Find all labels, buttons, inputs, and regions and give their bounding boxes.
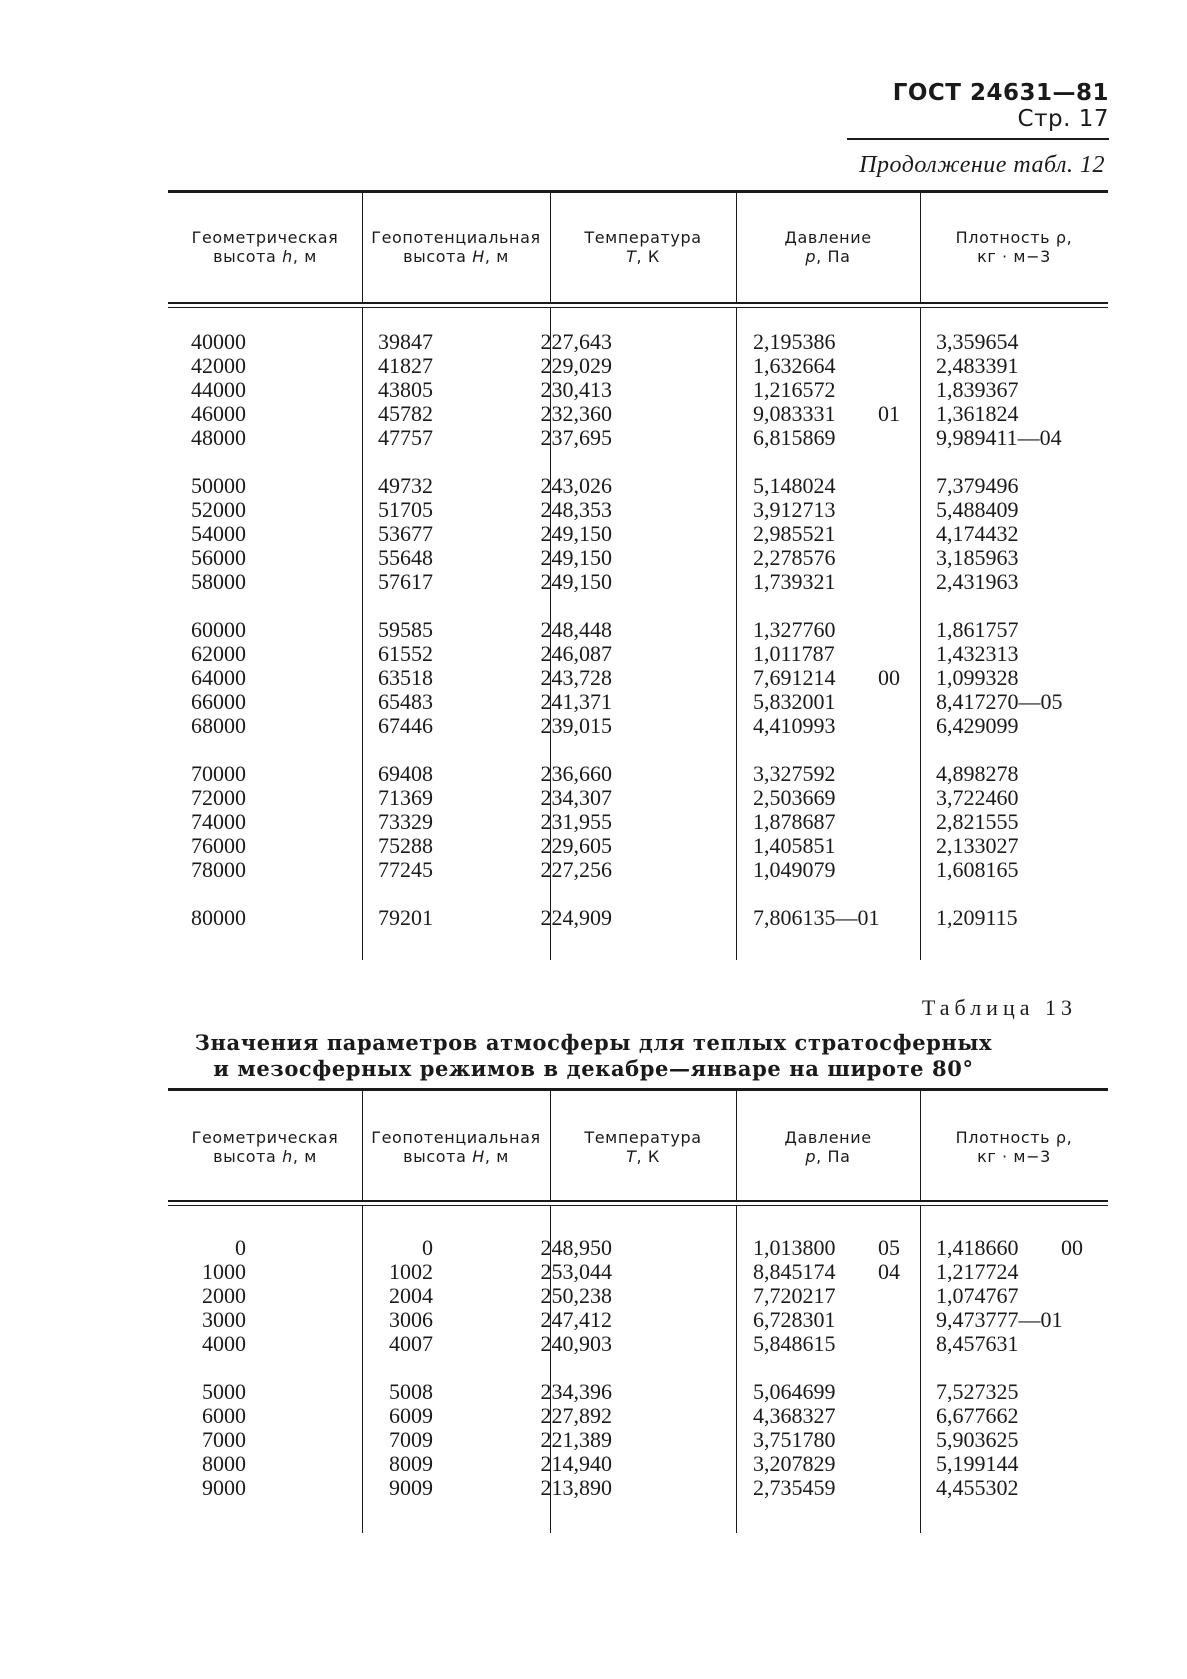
table-top-rule [168, 1088, 1108, 1091]
cell-pressure: 7,691214 00 [753, 665, 900, 690]
cell-density: 1,861757 [936, 617, 1019, 642]
cell-geometric-height: 4000 [202, 1331, 246, 1356]
table-13-label: Таблица 13 [921, 995, 1077, 1020]
table-row [168, 762, 1108, 786]
table-13-caption-line-2: и мезосферных режимов в декабре—январе на широте 80° [213, 1056, 974, 1081]
cell-density: 2,431963 [936, 569, 1019, 594]
cell-pressure: 3,327592 [753, 761, 836, 786]
table-row [168, 330, 1108, 354]
cell-density: 9,989411—04 [936, 425, 1062, 450]
cell-density: 4,455302 [936, 1475, 1019, 1500]
cell-density: 3,722460 [936, 785, 1019, 810]
header-temperature: Температура T, К [584, 228, 702, 266]
header-pressure: Давление p, Па [784, 1128, 872, 1166]
header-density: Плотность ρ, кг · м−3 [955, 1128, 1073, 1166]
cell-geopotential-height: 1002 [389, 1259, 433, 1284]
cell-pressure: 1,013800 05 [753, 1235, 900, 1260]
cell-geopotential-height: 63518 [378, 665, 433, 690]
cell-geopotential-height: 41827 [378, 353, 433, 378]
cell-pressure: 1,011787 [753, 641, 835, 666]
table-13-caption-line-1: Значения параметров атмосферы для теплых стратосферных [194, 1030, 993, 1055]
cell-temperature: 247,412 [540, 1307, 612, 1332]
cell-temperature: 249,150 [540, 545, 612, 570]
header-density: Плотность ρ, кг · м−3 [955, 228, 1073, 266]
cell-geopotential-height: 73329 [378, 809, 433, 834]
cell-geometric-height: 64000 [191, 665, 246, 690]
cell-geopotential-height: 57617 [378, 569, 433, 594]
row-group [168, 1236, 1108, 1356]
cell-density: 2,821555 [936, 809, 1019, 834]
cell-density: 5,199144 [936, 1451, 1019, 1476]
cell-temperature: 243,026 [540, 473, 612, 498]
cell-pressure: 2,735459 [753, 1475, 836, 1500]
table-row [168, 1404, 1108, 1428]
cell-geopotential-height: 8009 [389, 1451, 433, 1476]
cell-geometric-height: 68000 [191, 713, 246, 738]
exponent: 00 [1061, 1235, 1083, 1260]
cell-geopotential-height: 79201 [378, 905, 433, 930]
cell-density: 5,903625 [936, 1427, 1019, 1452]
cell-density: 3,359654 [936, 329, 1019, 354]
cell-geopotential-height: 49732 [378, 473, 433, 498]
table-row [168, 474, 1108, 498]
cell-temperature: 231,955 [540, 809, 612, 834]
cell-geometric-height: 5000 [202, 1379, 246, 1404]
header-temperature: Температура T, К [584, 1128, 702, 1166]
cell-geometric-height: 42000 [191, 353, 246, 378]
cell-geometric-height: 66000 [191, 689, 246, 714]
cell-geometric-height: 40000 [191, 329, 246, 354]
cell-pressure: 4,368327 [753, 1403, 836, 1428]
cell-geometric-height: 8000 [202, 1451, 246, 1476]
cell-density: 1,418660 00 [936, 1235, 1083, 1260]
cell-pressure: 7,806135—01 [753, 905, 880, 930]
table-row [168, 426, 1108, 450]
cell-density: 1,099328 [936, 665, 1019, 690]
table-row [168, 1428, 1108, 1452]
table-row [168, 498, 1108, 522]
table-13-body [168, 1236, 1108, 1524]
cell-geopotential-height: 43805 [378, 377, 433, 402]
cell-geopotential-height: 7009 [389, 1427, 433, 1452]
cell-temperature: 230,413 [540, 377, 612, 402]
cell-geometric-height: 78000 [191, 857, 246, 882]
cell-pressure: 3,912713 [753, 497, 836, 522]
cell-geometric-height: 74000 [191, 809, 246, 834]
cell-temperature: 229,029 [540, 353, 612, 378]
cell-geopotential-height: 0 [422, 1235, 433, 1260]
cell-density: 8,417270—05 [936, 689, 1063, 714]
cell-geometric-height: 70000 [191, 761, 246, 786]
table-row [168, 354, 1108, 378]
cell-temperature: 248,950 [540, 1235, 612, 1260]
row-group [168, 330, 1108, 450]
cell-temperature: 234,396 [540, 1379, 612, 1404]
cell-geometric-height: 44000 [191, 377, 246, 402]
row-group [168, 474, 1108, 594]
cell-pressure: 1,632664 [753, 353, 836, 378]
cell-temperature: 214,940 [540, 1451, 612, 1476]
header-separator [168, 1200, 1108, 1206]
cell-geopotential-height: 59585 [378, 617, 433, 642]
exponent: 05 [878, 1235, 900, 1260]
header-geometric-height: Геометрическая высота h, м [191, 1128, 339, 1166]
header-separator [168, 302, 1108, 308]
cell-geopotential-height: 53677 [378, 521, 433, 546]
table-row [168, 906, 1108, 930]
row-group [168, 1380, 1108, 1500]
cell-pressure: 4,410993 [753, 713, 836, 738]
cell-geometric-height: 80000 [191, 905, 246, 930]
table-row [168, 642, 1108, 666]
cell-temperature: 227,892 [540, 1403, 612, 1428]
cell-geometric-height: 60000 [191, 617, 246, 642]
cell-pressure: 1,878687 [753, 809, 836, 834]
cell-geometric-height: 7000 [202, 1427, 246, 1452]
cell-density: 1,432313 [936, 641, 1019, 666]
cell-density: 3,185963 [936, 545, 1019, 570]
cell-pressure: 1,216572 [753, 377, 836, 402]
table-row [168, 378, 1108, 402]
cell-density: 2,133027 [936, 833, 1019, 858]
cell-temperature: 232,360 [540, 401, 612, 426]
table-row [168, 786, 1108, 810]
cell-temperature: 229,605 [540, 833, 612, 858]
cell-geopotential-height: 5008 [389, 1379, 433, 1404]
cell-pressure: 1,049079 [753, 857, 836, 882]
cell-geometric-height: 50000 [191, 473, 246, 498]
cell-temperature: 246,087 [540, 641, 612, 666]
cell-geometric-height: 0 [235, 1235, 246, 1260]
cell-geometric-height: 9000 [202, 1475, 246, 1500]
header-geopotential-height: Геопотенциальная высота H, м [371, 228, 541, 266]
cell-pressure: 3,751780 [753, 1427, 836, 1452]
table-row [168, 1284, 1108, 1308]
table-13 [168, 1088, 1108, 1533]
cell-geometric-height: 3000 [202, 1307, 246, 1332]
cell-pressure: 9,083331 01 [753, 401, 900, 426]
cell-geometric-height: 46000 [191, 401, 246, 426]
cell-temperature: 234,307 [540, 785, 612, 810]
cell-temperature: 224,909 [540, 905, 612, 930]
table-12-body [168, 330, 1108, 954]
cell-geopotential-height: 61552 [378, 641, 433, 666]
cell-pressure: 2,985521 [753, 521, 836, 546]
cell-geopotential-height: 55648 [378, 545, 433, 570]
cell-geometric-height: 72000 [191, 785, 246, 810]
row-group [168, 762, 1108, 882]
cell-geopotential-height: 3006 [389, 1307, 433, 1332]
standard-number: ГОСТ 24631—81 [892, 80, 1109, 106]
cell-temperature: 221,389 [540, 1427, 612, 1452]
cell-density: 1,209115 [936, 905, 1018, 930]
header-geopotential-height: Геопотенциальная высота H, м [371, 1128, 541, 1166]
cell-temperature: 243,728 [540, 665, 612, 690]
table-row [168, 1332, 1108, 1356]
cell-geopotential-height: 4007 [389, 1331, 433, 1356]
exponent: 04 [878, 1259, 900, 1284]
cell-pressure: 6,728301 [753, 1307, 836, 1332]
table-row [168, 666, 1108, 690]
cell-density: 6,429099 [936, 713, 1019, 738]
cell-density: 1,839367 [936, 377, 1019, 402]
cell-temperature: 213,890 [540, 1475, 612, 1500]
cell-density: 1,608165 [936, 857, 1019, 882]
table-row [168, 618, 1108, 642]
table-row [168, 402, 1108, 426]
table-12 [168, 190, 1108, 960]
table-row [168, 1380, 1108, 1404]
cell-density: 7,527325 [936, 1379, 1019, 1404]
cell-temperature: 250,238 [540, 1283, 612, 1308]
table-row [168, 714, 1108, 738]
table-row [168, 810, 1108, 834]
cell-geometric-height: 2000 [202, 1283, 246, 1308]
cell-pressure: 2,503669 [753, 785, 836, 810]
cell-temperature: 253,044 [540, 1259, 612, 1284]
cell-geopotential-height: 67446 [378, 713, 433, 738]
cell-geometric-height: 52000 [191, 497, 246, 522]
cell-geopotential-height: 6009 [389, 1403, 433, 1428]
cell-geopotential-height: 47757 [378, 425, 433, 450]
table-row [168, 1452, 1108, 1476]
continuation-label: Продолжение табл. 12 [859, 152, 1105, 178]
cell-density: 5,488409 [936, 497, 1019, 522]
cell-geometric-height: 1000 [202, 1259, 246, 1284]
table-top-rule [168, 190, 1108, 193]
cell-geometric-height: 62000 [191, 641, 246, 666]
exponent: 01 [878, 401, 900, 426]
cell-geopotential-height: 39847 [378, 329, 433, 354]
cell-temperature: 240,903 [540, 1331, 612, 1356]
cell-temperature: 249,150 [540, 521, 612, 546]
cell-pressure: 8,845174 04 [753, 1259, 900, 1284]
cell-pressure: 2,195386 [753, 329, 836, 354]
cell-geometric-height: 58000 [191, 569, 246, 594]
page-number: Стр. 17 [1017, 106, 1109, 132]
cell-pressure: 1,327760 [753, 617, 836, 642]
exponent: 00 [878, 665, 900, 690]
cell-pressure: 5,148024 [753, 473, 836, 498]
cell-geopotential-height: 45782 [378, 401, 433, 426]
row-group [168, 906, 1108, 930]
cell-density: 1,074767 [936, 1283, 1019, 1308]
cell-pressure: 7,720217 [753, 1283, 836, 1308]
table-row [168, 1476, 1108, 1500]
cell-geopotential-height: 9009 [389, 1475, 433, 1500]
cell-density: 8,457631 [936, 1331, 1019, 1356]
table-row [168, 1308, 1108, 1332]
cell-temperature: 249,150 [540, 569, 612, 594]
table-row [168, 1260, 1108, 1284]
cell-temperature: 227,256 [540, 857, 612, 882]
table-row [168, 858, 1108, 882]
cell-density: 4,174432 [936, 521, 1019, 546]
cell-density: 1,217724 [936, 1259, 1019, 1284]
cell-density: 6,677662 [936, 1403, 1019, 1428]
table-row [168, 546, 1108, 570]
cell-density: 2,483391 [936, 353, 1019, 378]
cell-pressure: 6,815869 [753, 425, 836, 450]
header-pressure: Давление p, Па [784, 228, 872, 266]
table-row [168, 1236, 1108, 1260]
cell-density: 7,379496 [936, 473, 1019, 498]
cell-pressure: 5,064699 [753, 1379, 836, 1404]
cell-geopotential-height: 51705 [378, 497, 433, 522]
cell-pressure: 1,405851 [753, 833, 836, 858]
cell-geometric-height: 48000 [191, 425, 246, 450]
cell-density: 4,898278 [936, 761, 1019, 786]
cell-temperature: 239,015 [540, 713, 612, 738]
cell-geopotential-height: 75288 [378, 833, 433, 858]
header-geometric-height: Геометрическая высота h, м [191, 228, 339, 266]
cell-temperature: 248,353 [540, 497, 612, 522]
cell-density: 1,361824 [936, 401, 1019, 426]
cell-geopotential-height: 2004 [389, 1283, 433, 1308]
row-group [168, 618, 1108, 738]
cell-geometric-height: 56000 [191, 545, 246, 570]
cell-geometric-height: 6000 [202, 1403, 246, 1428]
cell-pressure: 5,832001 [753, 689, 836, 714]
cell-geometric-height: 76000 [191, 833, 246, 858]
cell-pressure: 2,278576 [753, 545, 836, 570]
table-row [168, 570, 1108, 594]
cell-density: 9,473777—01 [936, 1307, 1063, 1332]
cell-geometric-height: 54000 [191, 521, 246, 546]
cell-temperature: 237,695 [540, 425, 612, 450]
page-header [847, 80, 1109, 140]
cell-pressure: 1,739321 [753, 569, 836, 594]
cell-temperature: 241,371 [540, 689, 612, 714]
cell-pressure: 3,207829 [753, 1451, 836, 1476]
cell-geopotential-height: 65483 [378, 689, 433, 714]
cell-temperature: 227,643 [540, 329, 612, 354]
cell-temperature: 236,660 [540, 761, 612, 786]
cell-geopotential-height: 69408 [378, 761, 433, 786]
table-row [168, 834, 1108, 858]
cell-temperature: 248,448 [540, 617, 612, 642]
cell-pressure: 5,848615 [753, 1331, 836, 1356]
table-row [168, 522, 1108, 546]
table-row [168, 690, 1108, 714]
cell-geopotential-height: 71369 [378, 785, 433, 810]
cell-geopotential-height: 77245 [378, 857, 433, 882]
